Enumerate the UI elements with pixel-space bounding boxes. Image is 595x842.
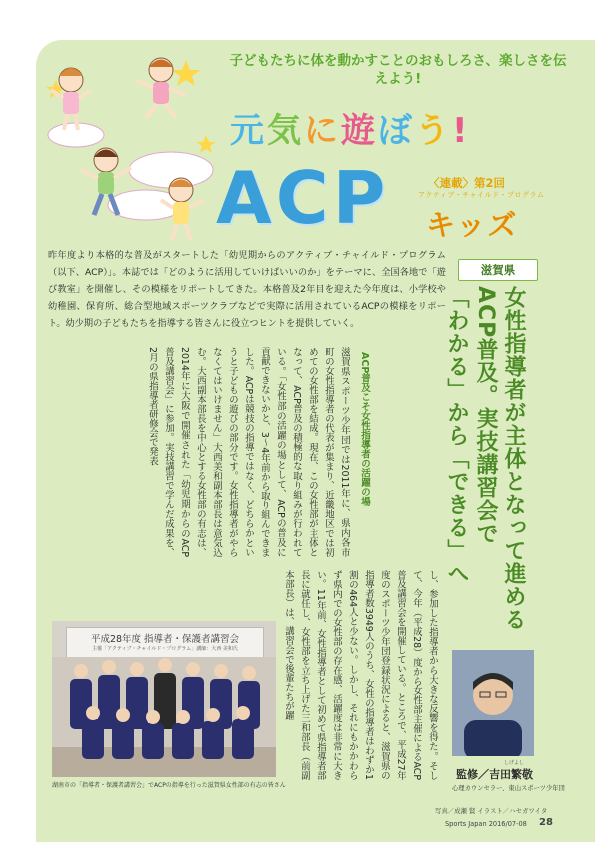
- event-photo: [52, 621, 276, 777]
- photo-credit: 写真／成瀬 賢 イラスト／ハセガワイタ: [435, 807, 548, 815]
- headline-line-1: 女性指導者が主体となって進める: [501, 286, 526, 631]
- supervisor-name-ruby: しげよし: [504, 760, 525, 766]
- supervisor-role: 心理カウンセラー、東山スポーツ少年団: [452, 785, 565, 792]
- headline-line-2: ACP普及。実技講習会で: [473, 286, 498, 546]
- article-text-lower: し、参加した指導者から大きな反響を得た。そして、今年（平成28）度から女性部主催によるACP普及講習会を開催している。ところで、平成27年度のスポーツ少年団登録状況によると、滋賀県の指導者数3949人のうち、女性の指導者はわずか1割の464人と少ない。しかし、それにもかかわらず県内での女性部の存在感、活躍度は非常に大きい。11年前、女性指導者として初めて県指導者部長に就任し、女性部を立ち上げた三和部長（前副本部長）は、講習会で後輩たちが躍: [283, 570, 438, 780]
- headline-line-3: 「わかる」から「できる」へ: [444, 286, 469, 585]
- prefecture-badge: 滋賀県: [458, 259, 538, 281]
- title-char: 気: [267, 111, 304, 151]
- supervisor-name: 監修／吉田繁敬: [456, 768, 533, 781]
- photo-caption: 湖南市の「指導者・保護者講習会」でACPの指導を行った滋賀県女性部の有志の皆さん: [52, 782, 286, 789]
- intro-paragraph: 昨年度より本格的な普及がスタートした「幼児期からのアクティブ・チャイルド・プログラム（以下、ACP）」。本誌では「どのように活用していけばいいのか」をテーマに、全国各地で「遊び教室」を開催し、その模様をリポートしてきた。本格普及2年目を迎えた今年度は、小学校や幼稚園、保育所、総合型地域スポーツクラブなどで実際に活用されているACPの模様をリポート。幼少期の子どもたちを指導する皆さんに役立つヒントを提供していく。: [48, 250, 446, 329]
- issue-label: Sports Japan 2016/07-08: [445, 820, 527, 828]
- page-number: 28: [539, 817, 553, 828]
- photo-banner-title: 平成28年度 指導者・保護者講習会: [90, 634, 240, 645]
- title-char: ぼ: [378, 111, 415, 151]
- title-char: !: [452, 111, 471, 151]
- kids-title: キッズ: [426, 208, 519, 242]
- supervisor-photo: [452, 650, 534, 756]
- header-subtitle: 子どもたちに体を動かすことのおもしろさ、楽しさを伝えよう!: [229, 53, 567, 87]
- title-char: に: [304, 111, 341, 151]
- title-char: 元: [230, 111, 267, 151]
- supervisor-portrait-image: [452, 650, 534, 756]
- section-heading: ACP普及こそ女性指導者の活躍の場: [359, 352, 370, 507]
- photo-banner-subtitle: 主催「アクティブ・チャイルド・プログラム」講師：大西 美和氏: [92, 646, 238, 652]
- photo-banner: [66, 627, 264, 659]
- acp-logo-text: ACP: [216, 156, 390, 240]
- title-char: 遊: [341, 111, 378, 151]
- series-label: 〈連載〉第2回: [428, 176, 506, 190]
- program-label: アクティブ・チャイルド・プログラム: [418, 191, 545, 199]
- article-text-upper: 滋賀県スポーツ少年団では2011年に、県内各市町の女性指導者の代表が集まり、近畿地区では初めての女性部を結成。現在、この女性部が主体となって、ACP普及の積極的な取り組みが行われている。「女性部の活躍の場として、ACPの普及に貢献できないかと、3～4年前から取り組んできました。ACPは競技の指導ではなく、どちらかというと子どもの遊びの部分です。女性指導者がやらなくてはいけません」大西美和副本部長は意気込む。大西副本部長を中心とする女性部の有志は、2014年に大阪で開催された「幼児期からのACP普及講習会」に参加。実技講習で学んだ成果を、2月の県指導者研修会で発表: [147, 347, 350, 557]
- title-char: う: [415, 111, 452, 151]
- main-title: [230, 103, 510, 152]
- children-illustration: [36, 40, 236, 250]
- group-of-people-image: [52, 657, 276, 777]
